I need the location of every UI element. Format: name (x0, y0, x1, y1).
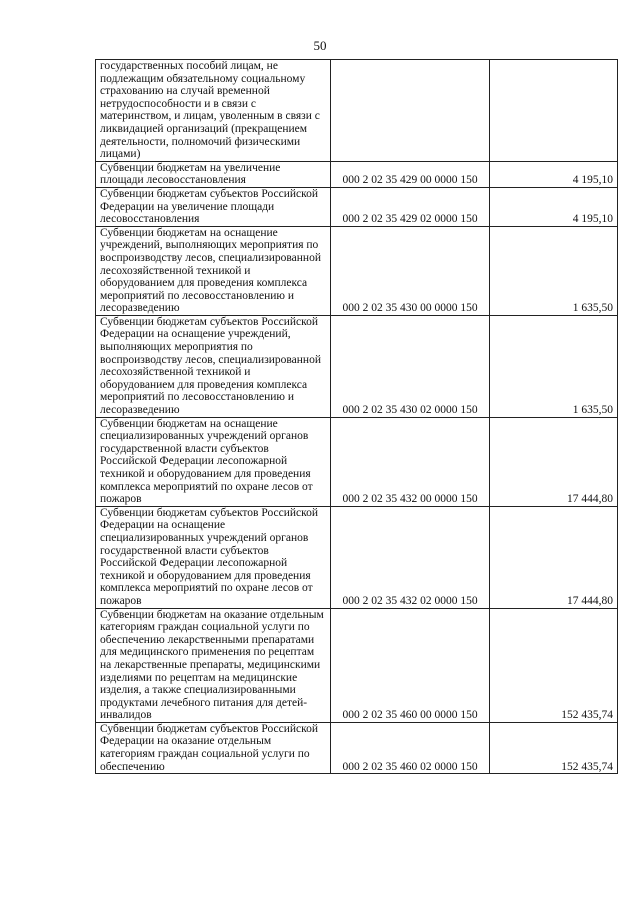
table-row (96, 315, 618, 417)
row-name-cell (96, 417, 331, 506)
table-row (96, 417, 618, 506)
row-code-cell (331, 506, 490, 608)
row-sum: 4 195,10 (572, 174, 613, 187)
row-sum-cell (490, 187, 618, 226)
table-row (96, 608, 618, 722)
row-name: Субвенции бюджетам на оказание отдельным категориям граждан социальной услуги по обеспечению лекарственными препаратами для медицинского применения по рецептам на лекарственные препараты, медицинскими изделиями по рецептам на медицинские изделия, а также специализированными продуктами лечебного питания для детей-инвалидов (100, 608, 324, 722)
row-name-cell (96, 187, 331, 226)
row-name-cell (96, 506, 331, 608)
row-name: Субвенции бюджетам субъектов Российской Федерации на оснащение специализированных учреждений органов государственной власти субъектов Российской Федерации лесопожарной техникой и оборудованием для проведения комплекса мероприятий по охране лесов от пожаров (100, 506, 319, 607)
row-code-cell (331, 722, 490, 773)
row-code: 000 2 02 35 429 00 0000 150 (342, 174, 478, 187)
row-name: Субвенции бюджетам на оснащение учреждений, выполняющих мероприятия по воспроизводству лесов, специализированной лесохозяйственной техникой и оборудованием для проведения комплекса мероприятий по лесовосстановлению и лесоразведению (100, 226, 321, 315)
row-name: Субвенции бюджетам на увеличение площади лесовосстановления (100, 161, 281, 187)
row-code-cell (331, 417, 490, 506)
row-code: 000 2 02 35 460 00 0000 150 (342, 709, 478, 722)
row-code-cell (331, 161, 490, 187)
row-sum-cell (490, 722, 618, 773)
row-sum: 17 444,80 (567, 594, 613, 607)
row-code: 000 2 02 35 460 02 0000 150 (342, 760, 478, 773)
row-name-cell (96, 315, 331, 417)
row-name: Субвенции бюджетам субъектов Российской Федерации на оснащение учреждений, выполняющих мероприятия по воспроизводству лесов, специализированной лесохозяйственной техникой и оборудованием для проведения комплекса мероприятий по лесовосстановлению и лесоразведению (100, 315, 321, 417)
row-code: 000 2 02 35 432 02 0000 150 (342, 594, 478, 607)
row-sum-cell (490, 60, 618, 162)
row-code: 000 2 02 35 429 02 0000 150 (342, 213, 478, 226)
table-row (96, 187, 618, 226)
row-code-cell (331, 226, 490, 315)
row-name-cell (96, 608, 331, 722)
row-sum: 152 435,74 (561, 709, 613, 722)
row-sum: 4 195,10 (572, 213, 613, 226)
row-sum: 1 635,50 (572, 302, 613, 315)
row-code-cell (331, 60, 490, 162)
row-code-cell (331, 315, 490, 417)
table-row (96, 226, 618, 315)
row-name-cell (96, 161, 331, 187)
table-row (96, 161, 618, 187)
page-number: 50 (313, 38, 327, 53)
table-row (96, 506, 618, 608)
budget-table (95, 59, 618, 774)
row-name-cell (96, 722, 331, 773)
row-code-cell (331, 608, 490, 722)
row-code: 000 2 02 35 430 02 0000 150 (342, 404, 478, 417)
row-name-cell (96, 226, 331, 315)
row-name: Субвенции бюджетам на оснащение специализированных учреждений органов государственной власти субъектов Российской Федерации лесопожарной техникой и оборудованием для проведения комплекса мероприятий по охране лесов от пожаров (100, 417, 313, 506)
row-sum: 17 444,80 (567, 493, 613, 506)
table-row (96, 722, 618, 773)
row-code: 000 2 02 35 430 00 0000 150 (342, 302, 478, 315)
row-sum-cell (490, 315, 618, 417)
row-name: Субвенции бюджетам субъектов Российской Федерации на оказание отдельным категориям граждан социальной услуги по обеспечению (100, 722, 319, 773)
row-sum-cell (490, 608, 618, 722)
row-sum-cell (490, 161, 618, 187)
row-name-cell (96, 60, 331, 162)
row-name: Субвенции бюджетам субъектов Российской Федерации на увеличение площади лесовосстановления (100, 187, 319, 226)
row-sum-cell (490, 226, 618, 315)
row-sum-cell (490, 506, 618, 608)
row-code-cell (331, 187, 490, 226)
row-sum: 152 435,74 (561, 760, 613, 773)
table-row (96, 60, 618, 162)
row-name: государственных пособий лицам, не подлежащим обязательному социальному страхованию на случай временной нетрудоспособности и в связи с материнством, и лицам, уволенным в связи с ликвидацией организаций (прекращением деятельности, полномочий физическими лицами) (100, 60, 320, 161)
row-sum-cell (490, 417, 618, 506)
row-sum: 1 635,50 (572, 404, 613, 417)
row-code: 000 2 02 35 432 00 0000 150 (342, 493, 478, 506)
